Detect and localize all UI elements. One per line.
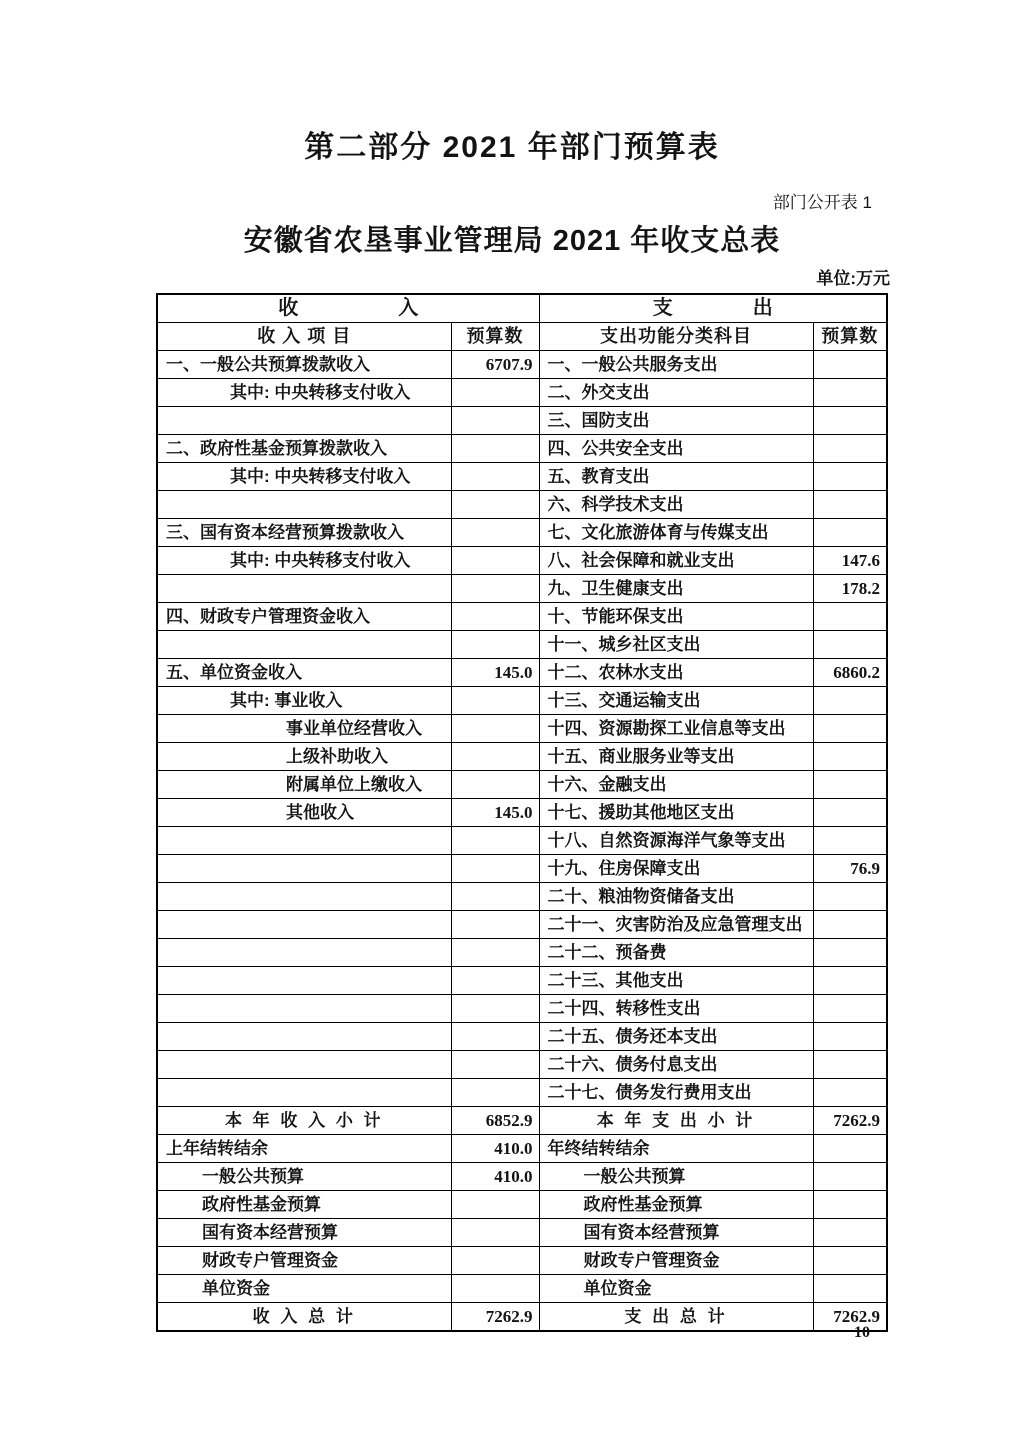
summary-row [157,1247,887,1275]
income-value-cell [451,1051,539,1079]
income-value-cell [451,379,539,407]
income-value-cell [451,547,539,575]
income-item-cell [157,883,451,911]
table-row [157,1079,887,1107]
col-header-income-item: 收 入 项 目 [157,323,451,351]
income-value-cell [451,1191,539,1219]
income-value-cell [451,491,539,519]
expenditure-item-cell: 十六、金融支出 [539,771,813,799]
income-item-cell: 其中: 中央转移支付收入 [157,379,451,407]
expenditure-item-cell: 二、外交支出 [539,379,813,407]
expenditure-value-cell [813,799,887,827]
table-label: 部门公开表 1 [772,193,872,212]
group-header-row [157,294,887,323]
expenditure-group-header: 支 出 [539,294,887,323]
expenditure-value-cell [813,519,887,547]
expenditure-value-cell [813,687,887,715]
budget-table [156,293,888,1332]
summary-row [157,1219,887,1247]
table-row [157,379,887,407]
income-item-cell: 上级补助收入 [157,743,451,771]
income-item-cell [157,855,451,883]
income-value-cell [451,911,539,939]
expenditure-value-cell: 147.6 [813,547,887,575]
table-row [157,743,887,771]
expenditure-item-cell: 二十七、债务发行费用支出 [539,1079,813,1107]
expenditure-item-cell: 一般公共预算 [539,1163,813,1191]
expenditure-value-cell [813,351,887,379]
income-item-cell [157,1023,451,1051]
expenditure-item-cell: 十二、农林水支出 [539,659,813,687]
income-value-cell [451,687,539,715]
income-item-cell [157,939,451,967]
expenditure-value-cell [813,1275,887,1303]
summary-row [157,1275,887,1303]
table-row [157,463,887,491]
column-header-row [157,323,887,351]
table-row [157,939,887,967]
income-item-cell: 一般公共预算 [157,1163,451,1191]
expenditure-item-cell: 九、卫生健康支出 [539,575,813,603]
table-row [157,659,887,687]
table-row [157,715,887,743]
expenditure-value-cell [813,379,887,407]
income-item-cell: 四、财政专户管理资金收入 [157,603,451,631]
expenditure-value-cell [813,1079,887,1107]
income-group-header: 收 入 [157,294,539,323]
income-item-cell [157,911,451,939]
expenditure-item-cell: 单位资金 [539,1275,813,1303]
expenditure-value-cell [813,1219,887,1247]
income-value-cell [451,407,539,435]
expenditure-item-cell: 政府性基金预算 [539,1191,813,1219]
expenditure-value-cell [813,463,887,491]
expenditure-value-cell [813,771,887,799]
expenditure-value-cell [813,603,887,631]
income-item-cell: 上年结转结余 [157,1135,451,1163]
income-item-cell: 单位资金 [157,1275,451,1303]
income-item-cell [157,995,451,1023]
summary-row [157,1135,887,1163]
income-value-cell: 6852.9 [451,1107,539,1135]
income-item-cell [157,1079,451,1107]
expenditure-item-cell: 年终结转结余 [539,1135,813,1163]
expenditure-value-cell [813,715,887,743]
expenditure-value-cell [813,1051,887,1079]
income-value-cell [451,631,539,659]
table-row [157,575,887,603]
col-header-expenditure-budget: 预算数 [813,323,887,351]
expenditure-value-cell [813,743,887,771]
expenditure-value-cell [813,911,887,939]
income-value-cell [451,463,539,491]
income-value-cell [451,519,539,547]
expenditure-item-cell: 十、节能环保支出 [539,603,813,631]
table-row [157,407,887,435]
income-item-cell: 一、一般公共预算拨款收入 [157,351,451,379]
expenditure-item-cell: 七、文化旅游体育与传媒支出 [539,519,813,547]
expenditure-item-cell: 二十五、债务还本支出 [539,1023,813,1051]
income-item-cell: 附属单位上缴收入 [157,771,451,799]
table-row [157,911,887,939]
income-value-cell [451,1023,539,1051]
col-header-expenditure-item: 支出功能分类科目 [539,323,813,351]
income-item-cell [157,967,451,995]
income-item-cell: 本 年 收 入 小 计 [157,1107,451,1135]
income-value-cell: 410.0 [451,1135,539,1163]
income-value-cell [451,575,539,603]
income-value-cell: 145.0 [451,659,539,687]
income-value-cell [451,715,539,743]
page-number: 10 [854,1324,870,1341]
expenditure-item-cell: 二十、粮油物资储备支出 [539,883,813,911]
page-title: 安徽省农垦事业管理局 2021 年收支总表 [243,225,781,257]
summary-row [157,1163,887,1191]
expenditure-value-cell [813,407,887,435]
income-item-cell [157,827,451,855]
table-row [157,547,887,575]
expenditure-value-cell [813,883,887,911]
expenditure-value-cell [813,1247,887,1275]
expenditure-value-cell: 7262.9 [813,1303,887,1332]
income-item-cell: 财政专户管理资金 [157,1247,451,1275]
summary-row [157,1191,887,1219]
income-item-cell: 其中: 中央转移支付收入 [157,547,451,575]
expenditure-item-cell: 二十四、转移性支出 [539,995,813,1023]
income-value-cell: 410.0 [451,1163,539,1191]
expenditure-value-cell [813,631,887,659]
summary-row [157,1107,887,1135]
expenditure-value-cell [813,491,887,519]
table-row [157,967,887,995]
income-item-cell: 国有资本经营预算 [157,1219,451,1247]
unit-note: 单位:万元 [816,269,890,288]
expenditure-value-cell [813,967,887,995]
income-value-cell: 7262.9 [451,1303,539,1332]
income-value-cell [451,743,539,771]
income-item-cell: 其中: 中央转移支付收入 [157,463,451,491]
income-value-cell [451,883,539,911]
income-item-cell: 其他收入 [157,799,451,827]
table-row [157,883,887,911]
expenditure-item-cell: 本 年 支 出 小 计 [539,1107,813,1135]
expenditure-item-cell: 十五、商业服务业等支出 [539,743,813,771]
expenditure-value-cell [813,1191,887,1219]
expenditure-item-cell: 十七、援助其他地区支出 [539,799,813,827]
expenditure-item-cell: 国有资本经营预算 [539,1219,813,1247]
income-item-cell [157,1051,451,1079]
income-value-cell [451,435,539,463]
table-row [157,491,887,519]
expenditure-value-cell [813,1023,887,1051]
table-row [157,995,887,1023]
expenditure-item-cell: 一、一般公共服务支出 [539,351,813,379]
expenditure-item-cell: 财政专户管理资金 [539,1247,813,1275]
income-value-cell [451,1275,539,1303]
expenditure-value-cell [813,1163,887,1191]
table-row [157,435,887,463]
table-row [157,603,887,631]
expenditure-item-cell: 四、公共安全支出 [539,435,813,463]
expenditure-item-cell: 十四、资源勘探工业信息等支出 [539,715,813,743]
income-item-cell [157,631,451,659]
table-row [157,827,887,855]
table-row [157,1023,887,1051]
income-item-cell: 五、单位资金收入 [157,659,451,687]
table-row [157,771,887,799]
income-value-cell [451,855,539,883]
expenditure-item-cell: 二十六、债务付息支出 [539,1051,813,1079]
expenditure-item-cell: 十一、城乡社区支出 [539,631,813,659]
expenditure-item-cell: 三、国防支出 [539,407,813,435]
income-value-cell [451,967,539,995]
expenditure-item-cell: 二十一、灾害防治及应急管理支出 [539,911,813,939]
main-title: 第二部分 2021 年部门预算表 [304,131,720,164]
income-value-cell [451,939,539,967]
expenditure-item-cell: 八、社会保障和就业支出 [539,547,813,575]
income-item-cell [157,407,451,435]
income-item-cell: 收 入 总 计 [157,1303,451,1332]
income-value-cell [451,995,539,1023]
income-value-cell [451,1079,539,1107]
expenditure-item-cell: 支 出 总 计 [539,1303,813,1332]
expenditure-item-cell: 十九、住房保障支出 [539,855,813,883]
table-row [157,855,887,883]
income-item-cell: 政府性基金预算 [157,1191,451,1219]
table-row [157,519,887,547]
income-value-cell [451,771,539,799]
expenditure-value-cell [813,435,887,463]
expenditure-value-cell [813,1135,887,1163]
income-value-cell: 6707.9 [451,351,539,379]
income-item-cell [157,575,451,603]
table-row [157,351,887,379]
table-row [157,631,887,659]
table-row [157,1051,887,1079]
income-item-cell: 事业单位经营收入 [157,715,451,743]
expenditure-item-cell: 二十二、预备费 [539,939,813,967]
expenditure-value-cell [813,995,887,1023]
expenditure-item-cell: 十八、自然资源海洋气象等支出 [539,827,813,855]
expenditure-value-cell: 6860.2 [813,659,887,687]
income-value-cell [451,827,539,855]
income-item-cell: 其中: 事业收入 [157,687,451,715]
expenditure-item-cell: 十三、交通运输支出 [539,687,813,715]
expenditure-item-cell: 六、科学技术支出 [539,491,813,519]
expenditure-value-cell: 178.2 [813,575,887,603]
expenditure-value-cell: 7262.9 [813,1107,887,1135]
expenditure-item-cell: 五、教育支出 [539,463,813,491]
income-item-cell: 三、国有资本经营预算拨款收入 [157,519,451,547]
income-item-cell [157,491,451,519]
income-value-cell [451,1219,539,1247]
summary-row [157,1303,887,1332]
income-value-cell [451,1247,539,1275]
table-row [157,687,887,715]
income-value-cell [451,603,539,631]
expenditure-value-cell [813,827,887,855]
col-header-income-budget: 预算数 [451,323,539,351]
expenditure-value-cell [813,939,887,967]
expenditure-item-cell: 二十三、其他支出 [539,967,813,995]
income-item-cell: 二、政府性基金预算拨款收入 [157,435,451,463]
table-row [157,799,887,827]
expenditure-value-cell: 76.9 [813,855,887,883]
income-value-cell: 145.0 [451,799,539,827]
